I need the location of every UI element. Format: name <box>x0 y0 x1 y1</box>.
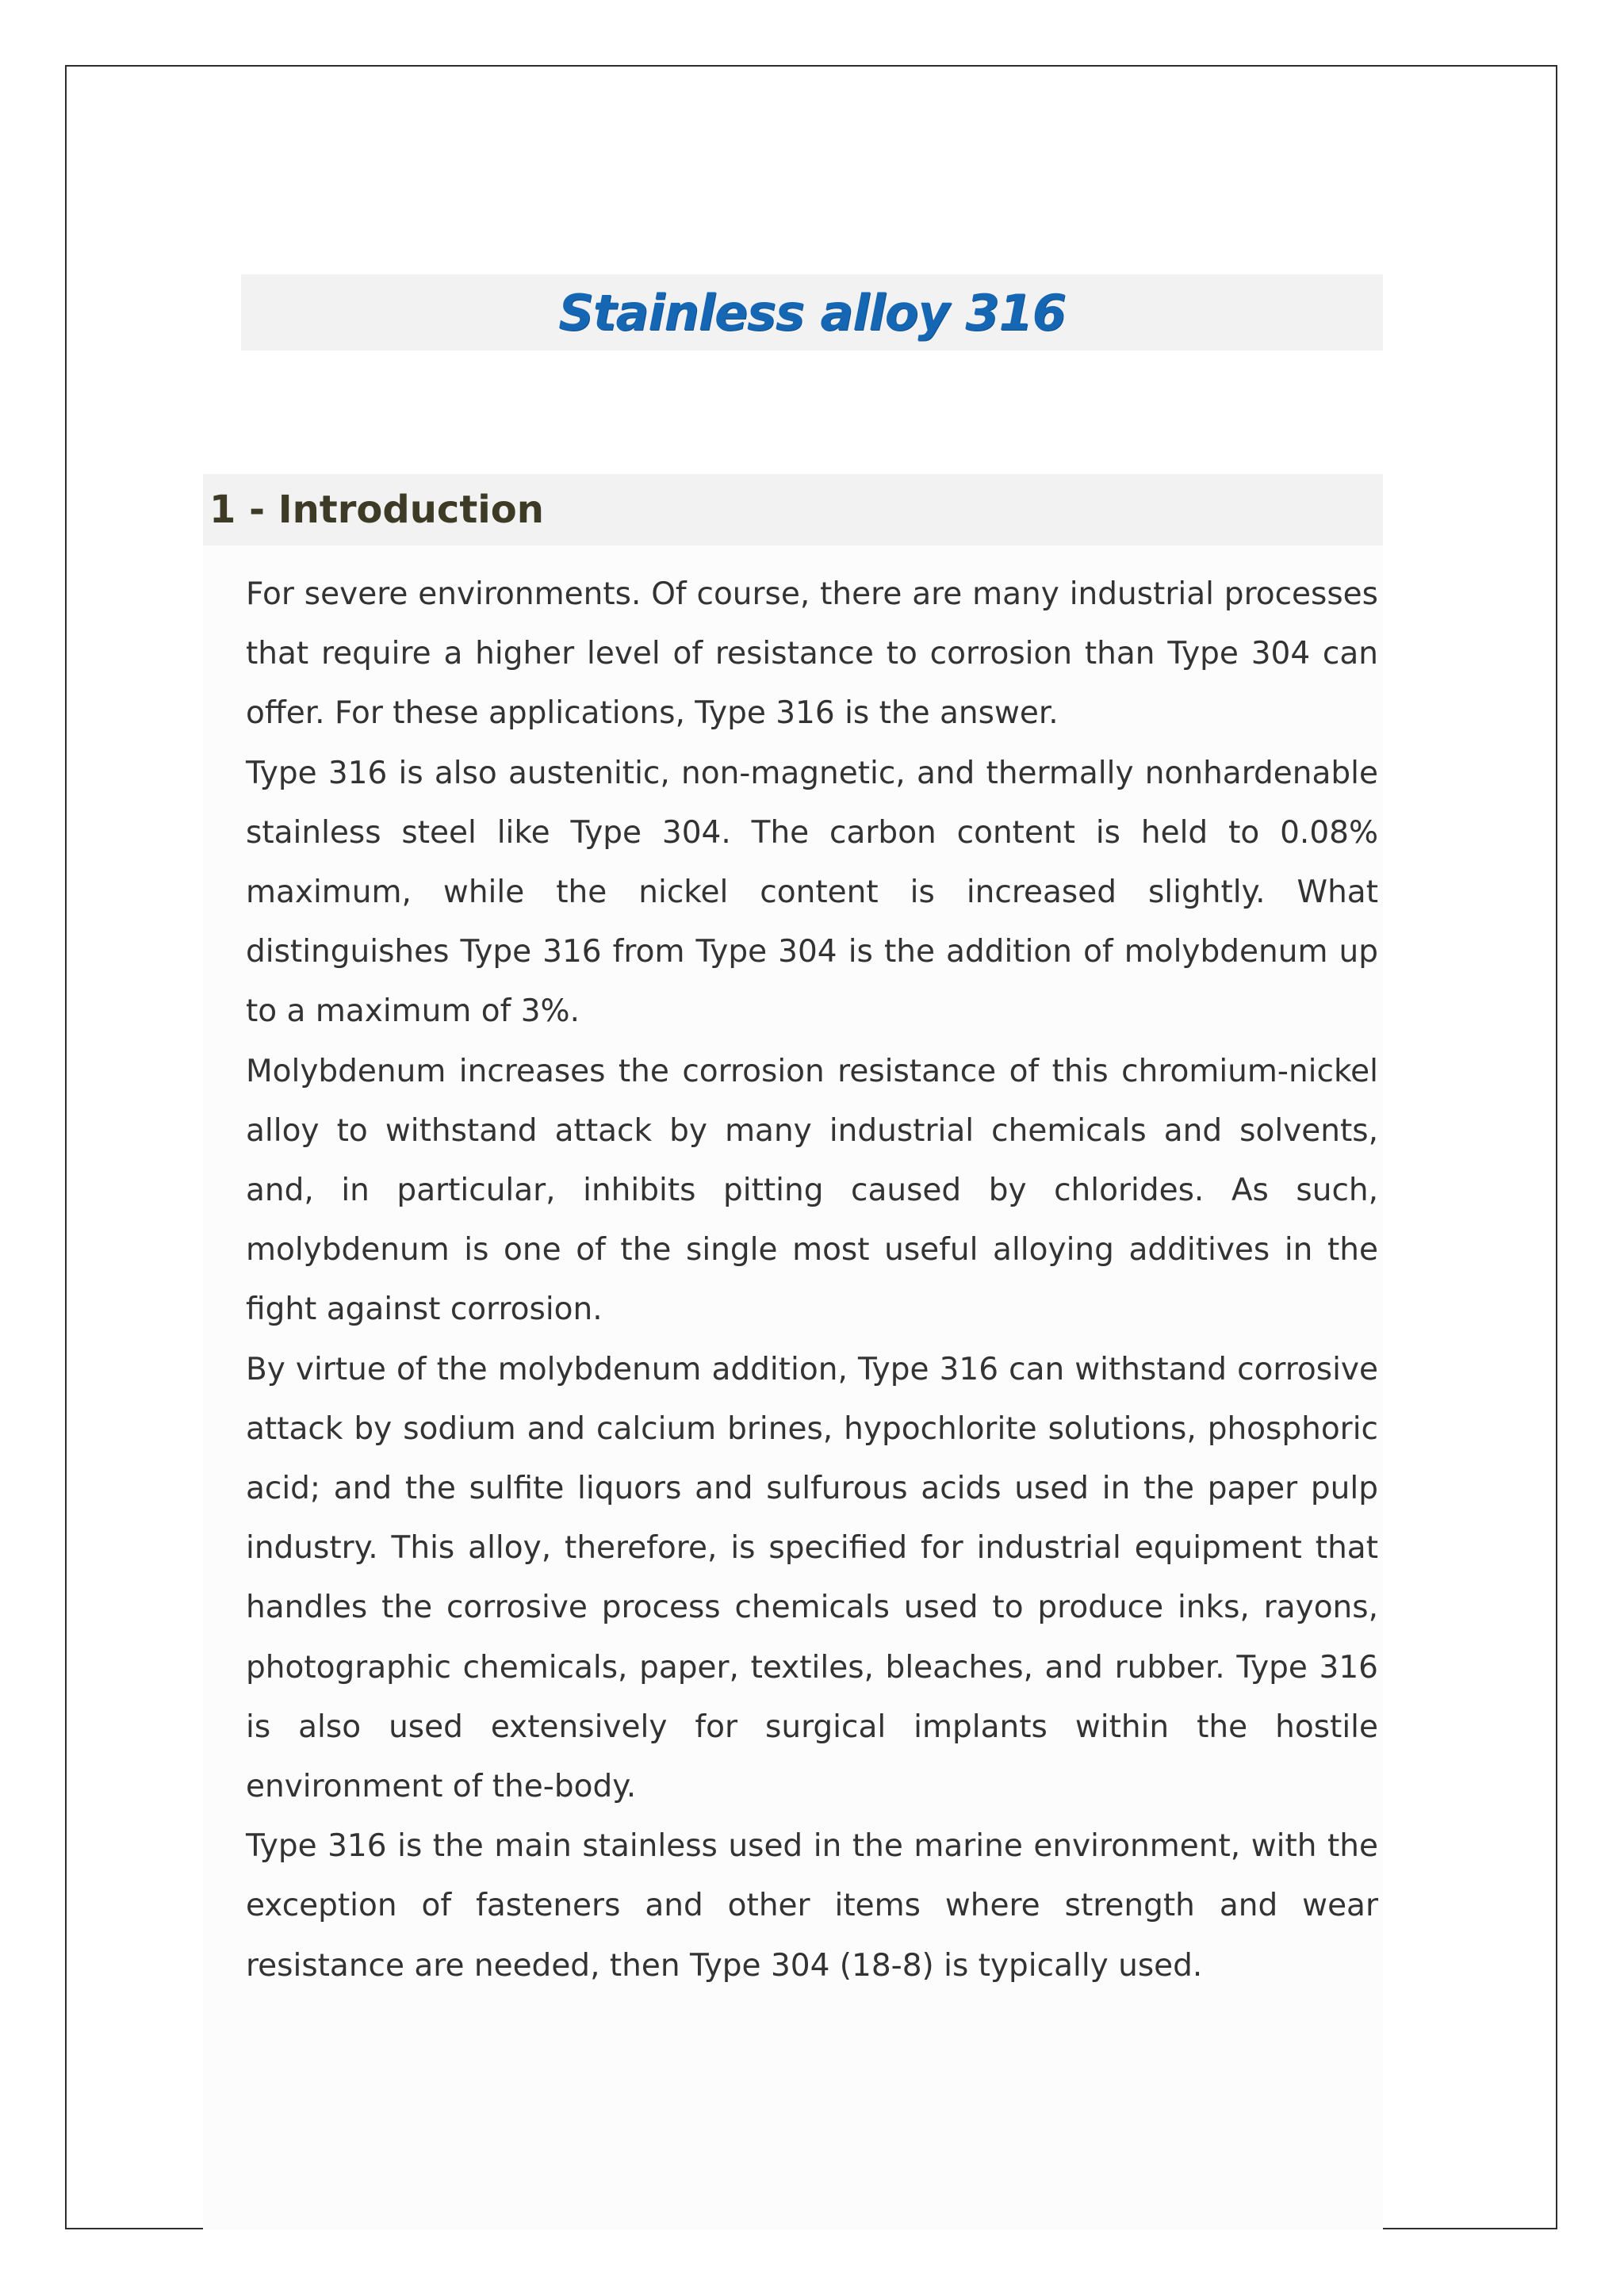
section-heading: 1 - Introduction <box>209 488 544 532</box>
paragraph: By virtue of the molybdenum addition, Type 316 can withstand corrosive attack by sodium and calcium brines, hypochlorite solutions, phosphoric acid; and the sulfite liquors and sulfurous acids used in the paper pulp industry. This alloy, therefore, is specified for industrial equipment that handles the corrosive process chemicals used to produce inks, rayons, photographic chemicals, paper, textiles, bleaches, and rubber. Type 316 is also used extensively for surgical implants within the hostile environment of the-body. <box>246 1351 1378 1805</box>
paragraph: For severe environments. Of course, there are many industrial processes that require a higher level of resistance to corrosion than Type 304 can offer. For these applications, Type 316 is the answer. <box>246 576 1378 732</box>
paragraph: Molybdenum increases the corrosion resistance of this chromium-nickel alloy to withstand attack by many industrial chemicals and solvents, and, in particular, inhibits pitting caused by chlorides. As such, molybdenum is one of the single most useful alloying additives in the fight against corrosion. <box>246 1053 1378 1328</box>
title-band <box>241 274 1383 350</box>
paragraph: Type 316 is the main stainless used in the marine environment, with the exception of fasteners and other items where strength and wear resistance are needed, then Type 304 (18-8) is typically used. <box>246 1828 1378 1984</box>
paragraph: Type 316 is also austenitic, non-magnetic, and thermally nonhardenable stainless steel like Type 304. The carbon content is held to 0.08% maximum, while the nickel content is increased slightly. What distinguishes Type 316 from Type 304 is the addition of molybdenum up to a maximum of 3%. <box>246 755 1378 1030</box>
section-heading-band <box>203 474 1383 545</box>
section-body <box>246 564 1378 1996</box>
document-title: Stainless alloy 316 <box>558 283 1066 342</box>
